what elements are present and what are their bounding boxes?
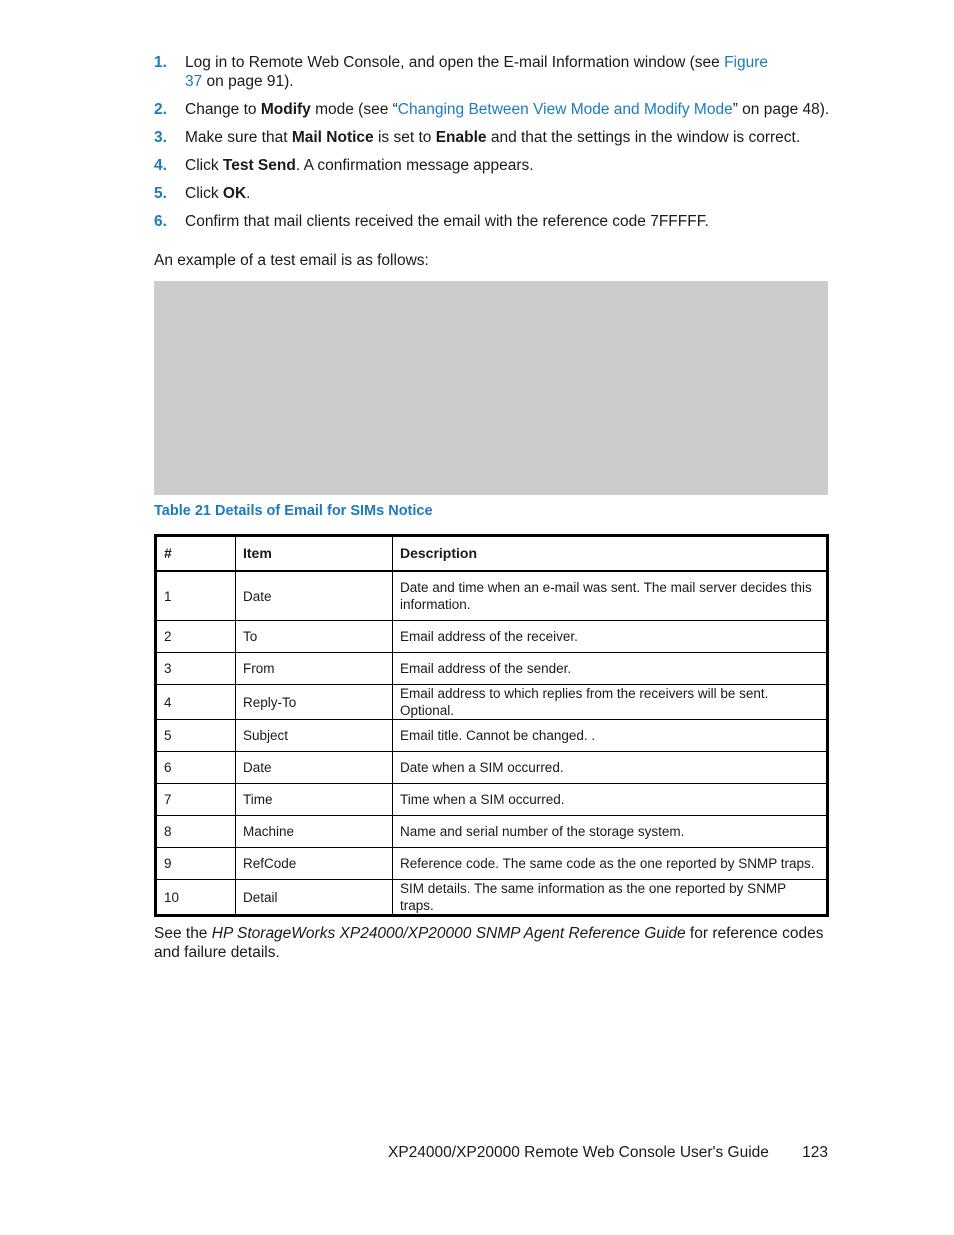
ui-term: Enable bbox=[435, 129, 487, 146]
column-header: Description bbox=[393, 536, 828, 572]
row-number: 6 bbox=[156, 752, 236, 784]
see-also-text: See the bbox=[154, 925, 212, 942]
page-number: 123 bbox=[802, 1144, 828, 1161]
step-number: 5. bbox=[154, 185, 167, 202]
row-description: Email address of the receiver. bbox=[393, 621, 828, 653]
procedure-steps bbox=[154, 53, 834, 240]
step-text: and that the settings in the window is correct. bbox=[486, 129, 801, 146]
row-item: Reply-To bbox=[236, 685, 393, 720]
row-item: Date bbox=[236, 571, 393, 621]
step-text: Change to bbox=[185, 101, 261, 118]
step-4 bbox=[154, 156, 834, 175]
step-number: 1. bbox=[154, 54, 167, 71]
step-text: Click bbox=[185, 185, 223, 202]
step-5 bbox=[154, 184, 834, 203]
column-header: Item bbox=[236, 536, 393, 572]
step-text: on page 91). bbox=[202, 73, 294, 90]
table-row bbox=[156, 752, 828, 784]
row-item: Subject bbox=[236, 720, 393, 752]
step-number: 4. bbox=[154, 157, 167, 174]
row-description: Email address to which replies from the receivers will be sent. Optional. bbox=[393, 685, 828, 720]
table-row bbox=[156, 653, 828, 685]
row-number: 4 bbox=[156, 685, 236, 720]
step-2 bbox=[154, 100, 834, 119]
row-item: Machine bbox=[236, 816, 393, 848]
row-description: Date and time when an e-mail was sent. The mail server decides this information. bbox=[393, 571, 828, 621]
step-text: . bbox=[246, 185, 251, 202]
row-number: 5 bbox=[156, 720, 236, 752]
row-item: RefCode bbox=[236, 848, 393, 880]
table-row bbox=[156, 571, 828, 621]
row-description: Date when a SIM occurred. bbox=[393, 752, 828, 784]
row-item: To bbox=[236, 621, 393, 653]
table-caption: Table 21 Details of Email for SIMs Notice bbox=[154, 503, 433, 519]
step-text: is set to bbox=[373, 129, 436, 146]
see-also-paragraph bbox=[154, 924, 834, 962]
row-number: 2 bbox=[156, 621, 236, 653]
ui-term: Test Send bbox=[222, 157, 296, 174]
step-text: Make sure that bbox=[185, 129, 292, 146]
step-1 bbox=[154, 53, 834, 91]
example-intro: An example of a test email is as follows: bbox=[154, 252, 429, 269]
row-number: 1 bbox=[156, 571, 236, 621]
step-3 bbox=[154, 128, 834, 147]
step-text: . A confirmation message appears. bbox=[295, 157, 534, 174]
row-number: 10 bbox=[156, 880, 236, 916]
guide-title: XP24000/XP20000 Remote Web Console User's Guide bbox=[388, 1144, 769, 1161]
row-description: Reference code. The same code as the one reported by SNMP traps. bbox=[393, 848, 828, 880]
table-row bbox=[156, 621, 828, 653]
table-header-row bbox=[156, 536, 828, 572]
table-row bbox=[156, 816, 828, 848]
table-row bbox=[156, 720, 828, 752]
table-row bbox=[156, 848, 828, 880]
step-text: Confirm that mail clients received the email with the reference code 7FFFFF. bbox=[185, 213, 709, 230]
step-text: mode (see “ bbox=[310, 101, 398, 118]
reference-guide-title: HP StorageWorks XP24000/XP20000 SNMP Agent Reference Guide bbox=[211, 925, 686, 942]
cross-reference-link[interactable]: Changing Between View Mode and Modify Mode bbox=[397, 101, 733, 118]
step-number: 3. bbox=[154, 129, 167, 146]
ui-term: OK bbox=[222, 185, 247, 202]
figure-number-link[interactable]: 37 bbox=[185, 73, 203, 90]
row-item: Date bbox=[236, 752, 393, 784]
table-row bbox=[156, 685, 828, 720]
row-description: Name and serial number of the storage system. bbox=[393, 816, 828, 848]
row-item: From bbox=[236, 653, 393, 685]
step-6 bbox=[154, 212, 834, 231]
row-description: SIM details. The same information as the one reported by SNMP traps. bbox=[393, 880, 828, 916]
row-description: Email title. Cannot be changed. . bbox=[393, 720, 828, 752]
table-row bbox=[156, 784, 828, 816]
row-number: 9 bbox=[156, 848, 236, 880]
see-also-text: for reference codes and failure details. bbox=[154, 925, 824, 961]
row-description: Email address of the sender. bbox=[393, 653, 828, 685]
step-text: Log in to Remote Web Console, and open the E-mail Information window (see bbox=[185, 54, 725, 71]
example-email-image bbox=[154, 281, 828, 495]
row-description: Time when a SIM occurred. bbox=[393, 784, 828, 816]
step-text: Click bbox=[185, 157, 223, 174]
step-number: 6. bbox=[154, 213, 167, 230]
row-item: Time bbox=[236, 784, 393, 816]
row-number: 3 bbox=[156, 653, 236, 685]
step-number: 2. bbox=[154, 101, 167, 118]
figure-link[interactable]: Figure bbox=[724, 54, 769, 71]
row-item: Detail bbox=[236, 880, 393, 916]
row-number: 8 bbox=[156, 816, 236, 848]
ui-term: Mail Notice bbox=[291, 129, 374, 146]
ui-term: Modify bbox=[260, 101, 311, 118]
step-text: ” on page 48). bbox=[732, 101, 830, 118]
email-details-table bbox=[154, 534, 829, 917]
column-header: # bbox=[156, 536, 236, 572]
table-row bbox=[156, 880, 828, 916]
row-number: 7 bbox=[156, 784, 236, 816]
